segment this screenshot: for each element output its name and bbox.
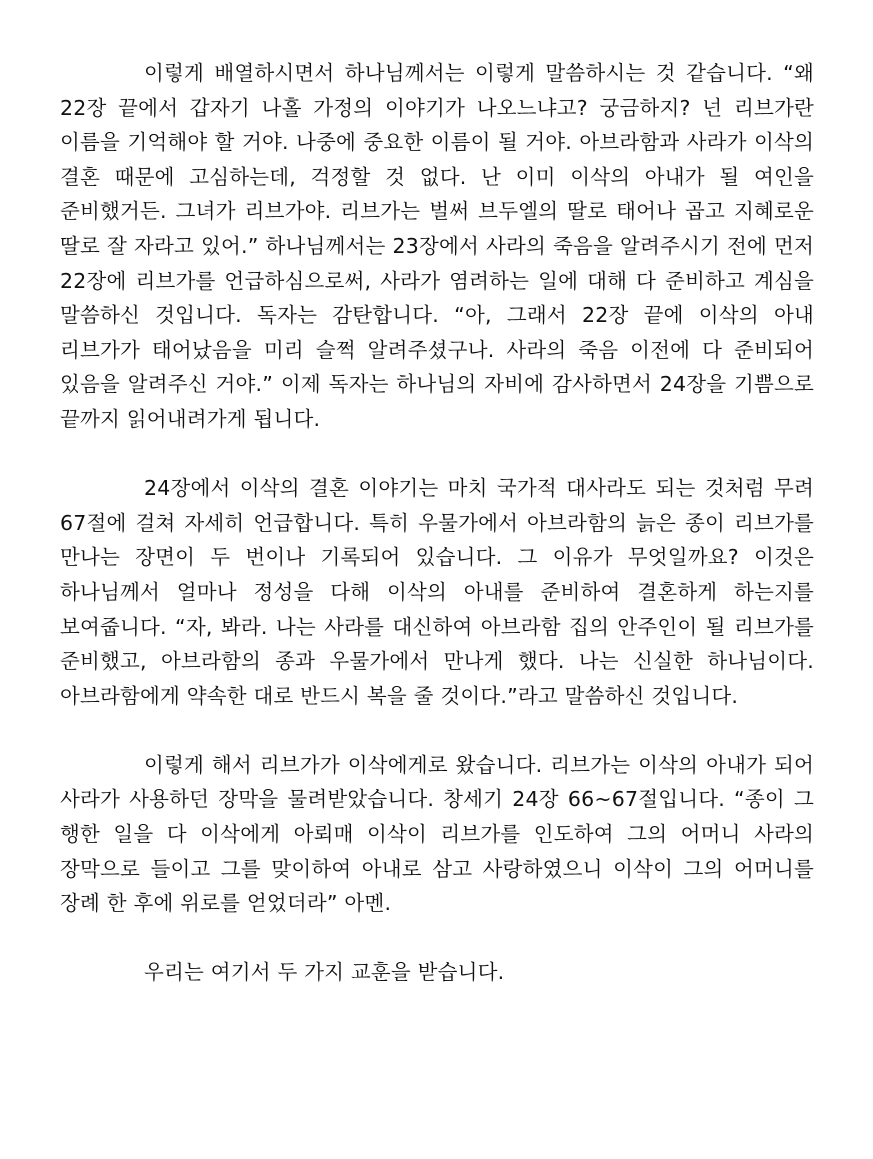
paragraph-2: 24장에서 이삭의 결혼 이야기는 마치 국가적 대사라도 되는 것처럼 무려 67절에 걸쳐 자세히 언급합니다. 특히 우물가에서 아브라함의 늙은 종이 리브가를 만나는 장면이 두 번이나 기록되어 있습니다. 그 이유가 무엇일까요? 이것은 하나님께서 얼마나 정성을 다해 이삭의 아내를 준비하여 결혼하게 하는지를 보여줍니다. “자, 봐라. 나는 사라를 대신하여 아브라함 집의 안주인이 될 리브가를 준비했고, 아브라함의 종과 우물가에서 만나게 했다. 나는 신실한 하나님이다. 아브라함에게 약속한 대로 반드시 복을 줄 것이다.”라고 말씀하신 것입니다. <box>60 476 814 708</box>
paragraph-4: 우리는 여기서 두 가지 교훈을 받습니다. <box>144 960 505 985</box>
paragraph-3: 이렇게 해서 리브가가 이삭에게로 왔습니다. 리브가는 이삭의 아내가 되어 사라가 사용하던 장막을 물려받았습니다. 창세기 24장 66~67절입니다. “종이 그 행한 일을 다 이삭에게 아뢰매 이삭이 리브가를 인도하여 그의 어머니 사라의 장막으로 들이고 그를 맞이하여 아내로 삼고 사랑하였으니 이삭이 그의 어머니를 장례 한 후에 위로를 얻었더라” 아멘. <box>60 752 814 916</box>
paragraph-1: 이렇게 배열하시면서 하나님께서는 이렇게 말씀하시는 것 같습니다. “왜 22장 끝에서 갑자기 나홀 가정의 이야기가 나오느냐고? 궁금하지? 넌 리브가란 이름을 기억해야 할 거야. 나중에 중요한 이름이 될 거야. 아브라함과 사라가 이삭의 결혼 때문에 고심하는데, 걱정할 것 없다. 난 이미 이삭의 아내가 될 여인을 준비했거든. 그녀가 리브가야. 리브가는 벌써 브두엘의 딸로 태어나 곱고 지혜로운 딸로 잘 자라고 있어.” 하나님께서는 23장에서 사라의 죽음을 알려주시기 전에 먼저 22장에 리브가를 언급하심으로써, 사라가 염려하는 일에 대해 다 준비하고 계심을 말씀하신 것입니다. 독자는 감탄합니다. “아, 그래서 22장 끝에 이삭의 아내 리브가가 태어났음을 미리 슬쩍 알려주셨구나. 사라의 죽음 이전에 다 준비되어 있음을 알려주신 거야.” 이제 독자는 하나님의 자비에 감사하면서 24장을 기쁨으로 끝까지 읽어내려가게 됩니다. <box>60 61 814 431</box>
document-page <box>60 56 814 990</box>
